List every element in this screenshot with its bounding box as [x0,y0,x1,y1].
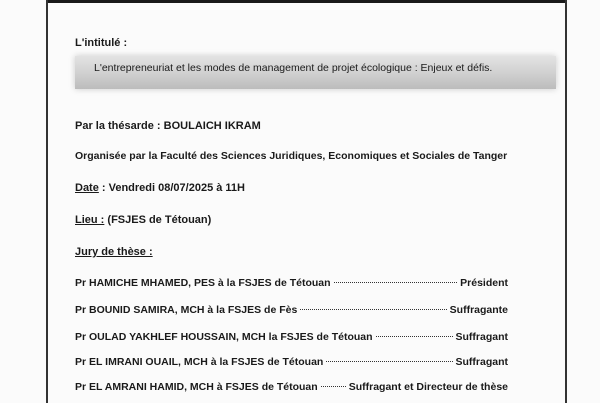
dotted-leader [334,282,458,283]
jury-member-name: Pr OULAD YAKHLEF HOUSSAIN, MCH la FSJES de Tétouan [75,331,373,343]
jury-member-name: Pr EL AMRANI HAMID, MCH à FSJES de Tétouan [75,381,318,393]
candidate-line: Par la thésarde : BOULAICH IKRAM [75,120,261,132]
jury-member-row [75,331,508,343]
thesis-title: L'entrepreneuriat et les modes de management de projet écologique : Enjeux et défis. [94,62,493,74]
date-value: : Vendredi 08/07/2025 à 11H [98,182,245,194]
organizer-line: Organisée par la Faculté des Sciences Juridiques, Economiques et Sociales de Tanger [75,150,508,162]
frame-left-border [46,0,48,403]
intitule-label: L'intitulé : [75,37,128,49]
dotted-leader [321,386,346,387]
date-line [75,182,245,194]
jury-member-name: Pr HAMICHE MHAMED, PES à la FSJES de Tétouan [75,277,331,289]
frame-top-border [46,0,565,3]
jury-member-row [75,356,508,368]
date-label: Date [75,182,99,194]
dotted-leader [376,336,453,337]
dotted-leader [300,309,446,310]
jury-member-role: Suffragant [455,356,508,368]
jury-member-role: Suffragante [449,304,508,316]
place-value: (FSJES de Tétouan) [104,214,212,226]
frame-right-border [565,0,567,403]
place-label: Lieu : [75,214,105,226]
jury-member-row [75,277,508,289]
jury-member-role: Président [460,277,508,289]
jury-member-role: Suffragant et Directeur de thèse [348,381,508,393]
jury-heading: Jury de thèse : [75,246,153,258]
jury-member-row [75,304,508,316]
jury-member-name: Pr BOUNID SAMIRA, MCH à la FSJES de Fès [75,304,298,316]
jury-member-row [75,381,508,393]
jury-member-role: Suffragant [455,331,508,343]
dotted-leader [326,361,452,362]
place-line [75,214,211,226]
jury-member-name: Pr EL IMRANI OUAIL, MCH à la FSJES de Tétouan [75,356,324,368]
